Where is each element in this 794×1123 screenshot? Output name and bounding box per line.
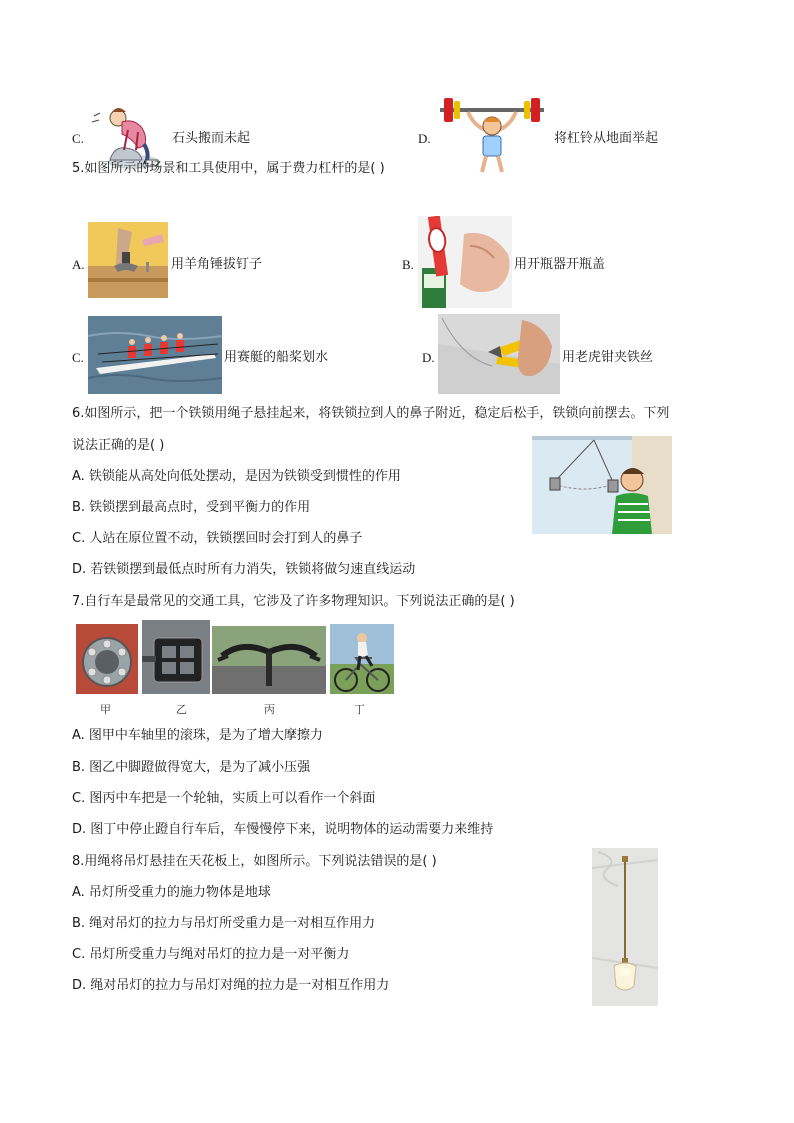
q7-option-d: D. 图丁中停止蹬自行车后，车慢慢停下来，说明物体的运动需要力来维持: [72, 822, 494, 837]
q4-option-c-letter: C.: [72, 131, 84, 146]
q8-option-c: C. 吊灯所受重力与绳对吊灯的拉力是一对平衡力: [72, 947, 350, 962]
rowing-shell-photo: [88, 316, 222, 394]
q7-caption-ding: 丁: [354, 703, 365, 716]
q5-option-c-letter: C.: [72, 350, 84, 365]
q7-caption-jia: 甲: [100, 703, 111, 716]
q7-option-a: A. 图甲中车轴里的滚珠，是为了增大摩擦力: [72, 728, 323, 743]
q7-option-b: B. 图乙中脚蹬做得宽大，是为了减小压强: [72, 760, 311, 775]
q7-caption-yi: 乙: [176, 703, 187, 716]
q7-stem: 7.自行车是最常见的交通工具，它涉及了许多物理知识。下列说法正确的是( ): [72, 594, 515, 609]
q4-option-c-text: 石头搬而未起: [172, 131, 251, 146]
q8-option-d: D. 绳对吊灯的拉力与吊灯对绳的拉力是一对相互作用力: [72, 978, 390, 993]
q6-option-a: A. 铁锁能从高处向低处摆动，是因为铁锁受到惯性的作用: [72, 469, 401, 484]
hanging-lamp-photo: [592, 848, 658, 1006]
q8-option-a: A. 吊灯所受重力的施力物体是地球: [72, 885, 271, 900]
q4-option-d-letter: D.: [418, 131, 431, 146]
q5-option-d-letter: D.: [422, 350, 435, 365]
q6-option-d: D. 若铁锁摆到最低点时所有力消失，铁锁将做匀速直线运动: [72, 562, 416, 577]
man-lifting-barbell-illustration: [432, 96, 552, 174]
bike-handlebar-photo: [212, 626, 326, 694]
q8-stem: 8.用绳将吊灯悬挂在天花板上，如图所示。下列说法错误的是( ): [72, 854, 437, 869]
q6-option-b: B. 铁锁摆到最高点时，受到平衡力的作用: [72, 500, 311, 515]
cyclist-photo: [330, 624, 394, 694]
q8-option-b: B. 绳对吊灯的拉力与吊灯所受重力是一对相互作用力: [72, 916, 376, 931]
q6-stem-line2: 说法正确的是( ): [72, 438, 165, 453]
q7-caption-bing: 丙: [264, 703, 275, 716]
q6-option-c: C. 人站在原位置不动，铁锁摆回时会打到人的鼻子: [72, 531, 363, 546]
q5-option-a-text: 用羊角锤拔钉子: [171, 257, 263, 272]
q4-option-d-text: 将杠铃从地面举起: [554, 131, 659, 146]
q5-option-c-text: 用赛艇的船桨划水: [224, 350, 329, 365]
swinging-lock-illustration: [532, 436, 672, 534]
q5-option-b-text: 用开瓶器开瓶盖: [514, 257, 606, 272]
q7-option-c: C. 图丙中车把是一个轮轴，实质上可以看作一个斜面: [72, 791, 376, 806]
ball-bearing-photo: [76, 624, 138, 694]
q5-stem: 5.如图所示的场景和工具使用中，属于费力杠杆的是( ): [72, 161, 385, 176]
pliers-photo: [438, 314, 560, 394]
claw-hammer-photo: [88, 222, 168, 298]
bike-pedal-photo: [142, 620, 210, 694]
q5-option-a-letter: A.: [72, 257, 85, 272]
bottle-opener-photo: [418, 216, 512, 308]
q5-option-d-text: 用老虎钳夹铁丝: [562, 350, 654, 365]
q5-option-b-letter: B.: [402, 257, 414, 272]
q6-stem-line1: 6.如图所示，把一个铁锁用绳子悬挂起来，将铁锁拉到人的鼻子附近，稳定后松手，铁锁向前摆去。下列: [72, 406, 670, 421]
